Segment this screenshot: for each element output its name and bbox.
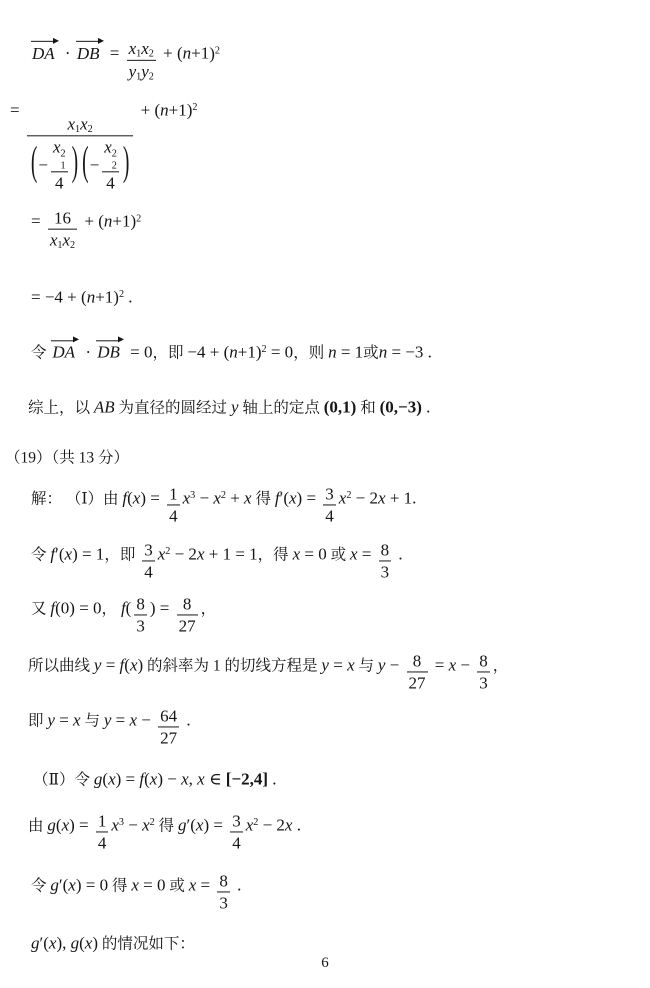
formula-result: = $-4 + (n+1)^2$ . <box>31 287 133 307</box>
statement-solve-n: 令 DA · DB = 0，即 $-4 + (n+1)^2 = 0$，则 n = 1或n = −3 . <box>31 342 432 362</box>
solution-g-derivative: 由 g(x) = $\frac{1}{4}$ $x^3 - x^2$ 得 g′(x) = $\frac{3}{4}$ $x^2 - 2x$ . <box>28 811 301 852</box>
formula-substitute-parabola: = $x_1x_2$ ( − x 2 1 4 ) ( − x 2 2 4 ) + $(n+1)^2$ <box>10 100 198 193</box>
solution-tangent-lines: 所以曲线 y = f(x) 的斜率为 1 的切线方程是 y = x 与 y − $\frac{8}{27}$ = x − $\frac{8}{3}$ ， <box>28 651 509 692</box>
solution-solve-fprime-1: 令 f′(x) = 1，即 $\frac{3}{4}$ $x^2 - 2x + 1 = 1$，得 x = 0 或 x = $\frac{8}{3}$ . <box>31 540 403 581</box>
solution-part2-define-g: （Ⅱ）令 g(x) = f(x) − x, x ∈ [−2,4] . <box>33 769 277 789</box>
solution-tangent-simplified: 即 y = x 与 y = x − $\frac{64}{27}$ . <box>28 706 191 747</box>
solution-table-intro: g′(x), g(x) 的情况如下： <box>31 933 195 953</box>
statement-conclusion-fixed-points: 综上，以 AB 为直径的圆经过 y 轴上的定点 (0,1) 和 (0,−3) . <box>28 397 431 417</box>
formula-simplified-16: = $\frac{16}{x_1x_2}$ + $(n+1)^2$ <box>31 208 142 251</box>
solution-part1-derivative: 解： （Ⅰ）由 f(x) = $\frac{1}{4}$ $x^3 - x^2 + x$ 得 f′(x) = $\frac{3}{4}$ $x^2 - 2x + 1$. <box>31 484 417 525</box>
solution-solve-gprime-0: 令 g′(x) = 0 得 x = 0 或 x = $\frac{8}{3}$ . <box>31 871 242 912</box>
formula-da-dot-db: DA · DB = $\frac{x_1x_2}{y_1y_2}$ + $(n+1)^2$ <box>32 38 220 83</box>
problem-19-header: （19）（共 13 分） <box>5 449 130 467</box>
solution-values-f0-f83: 又 f(0) = 0， f( $\frac{8}{3}$ ) = $\frac{8}{27}$ ， <box>31 594 217 635</box>
page-number: 6 <box>321 955 329 971</box>
